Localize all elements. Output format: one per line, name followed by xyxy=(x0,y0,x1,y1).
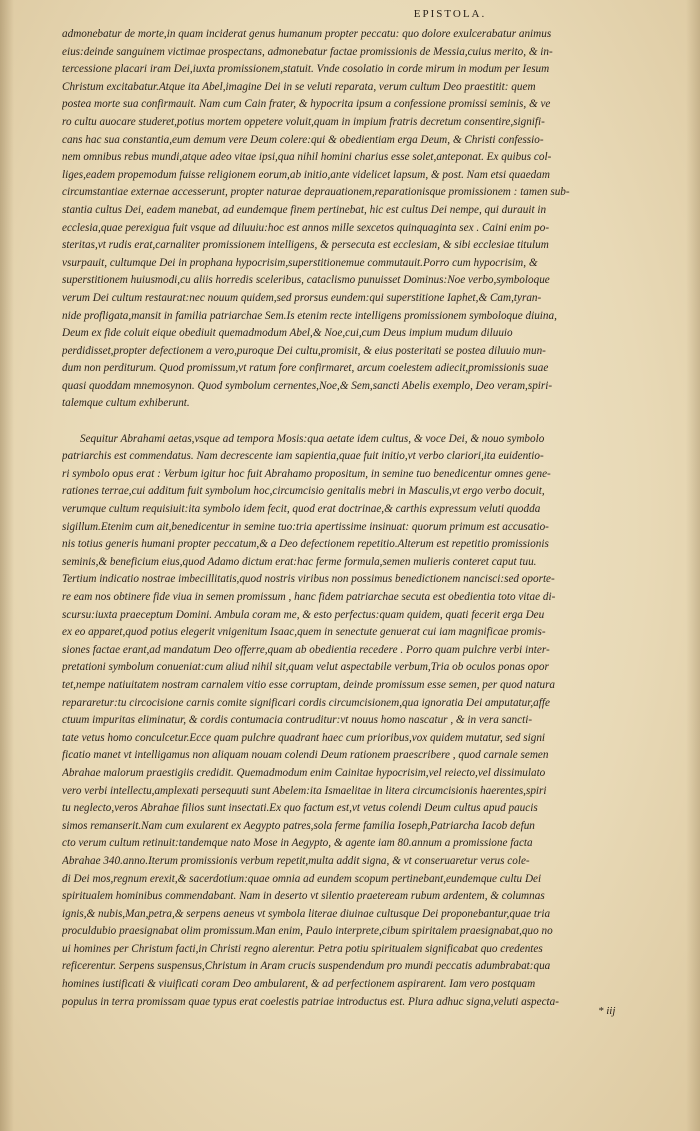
text-line: ri symbolo opus erat : Verbum igitur hoc fuit Abrahamo propositum, in semine tuo benedicentur omnes gene- xyxy=(62,467,551,480)
text-line: perdidisset,propter defectionem a vero,puroque Dei cultu,promisit, & eius posteritati se postea diluuio mun- xyxy=(62,344,546,357)
text-line: homines iustificati & viuificati coram Deo ambularent, & ad perfectionem aspirarent. Iam vero postquam xyxy=(62,978,536,991)
text-line: Sequitur Abrahami aetas,vsque ad tempora Mosis:qua aetate idem cultus, & voce Dei, & nouo symbolo xyxy=(80,432,545,445)
text-line: postea morte sua confirmauit. Nam cum Cain frater, & hypocrita ipsum a confessione promissi seminis, & ve xyxy=(62,98,551,111)
paragraph-1 xyxy=(62,26,642,413)
text-line: sigillum.Etenim cum ait,benedicentur in semine tuo:tria apertissime insinuat: quorum primum est accusatio- xyxy=(62,520,549,533)
text-line: tercessione placari iram Dei,iuxta promissionem,statuit. Vnde cosolatio in corde mirum in modum per Iesum xyxy=(62,63,550,76)
text-line: ignis,& nubis,Man,petra,& serpens aeneus vt symbola literae diuinae cultusque Dei proponebantur,quae tria xyxy=(62,907,551,920)
paragraph-2 xyxy=(62,431,642,1012)
text-line: stantia cultus Dei, eadem manebat, ad eundemque finem pertinebat, hic est cultus Dei nempe, qui durauit in xyxy=(62,203,547,216)
text-line: ecclesia,quae perexigua fuit vsque ad diluuiu:hoc est annos mille sexcetos quinquaginta sex . Caini enim po- xyxy=(62,221,550,234)
text-line: re eam nos obtinere fide viua in semen promissum , hanc fidem patriarchae secuta est obedientia toto vitae di- xyxy=(62,591,556,603)
text-line: di Dei mos,regnum erexit,& sacerdotium:quae omnia ad eundem scopum pertinebant,eundemque cultu Dei xyxy=(62,872,542,885)
text-line: vero verbi intellectu,amplexati persequuti sunt Abelem:ita Ismaelitae in litera circumcisionis haerentes,spiri xyxy=(62,784,547,797)
text-line: talemque cultum exhiberunt. xyxy=(62,397,190,410)
page-right-edge-shadow xyxy=(686,0,700,1131)
text-line: Tertium indicatio nostrae imbecillitatis,quod nostris viribus non possimus benedictionem nancisci:sed oporte- xyxy=(62,573,555,586)
text-line: patriarchis est commendatus. Nam decrescente iam sapientia,quae fuit initio,vt verbo clariori,ita euidentio- xyxy=(62,450,544,463)
page-left-edge-shadow xyxy=(0,0,14,1131)
text-line: simos remanserit.Nam cum exularent ex Aegypto patres,sola ferme familia Ioseph,Patriarcha Iacob defun xyxy=(62,819,535,832)
text-line: reficerentur. Serpens suspensus,Christum in Aram crucis suspendendum pro mundi peccatis adumbrabat:qua xyxy=(62,960,551,973)
text-line: dum non perditurum. Quod promissum,vt ratum fore confirmaret, arcum coelestem adiecit,promissionis suae xyxy=(62,362,549,375)
text-line: pretationi symbolum conueniat:cum aliud nihil sit,quam velut aspectabile verbum,Tria ob oculos ponas opor xyxy=(62,661,549,674)
text-line: populus in terra promissam quae typus erat coelestis patriae introductus est. Plura adhuc signa,veluti aspecta- xyxy=(62,995,559,1008)
text-line: ui homines per Christum facti,in Christi regno alerentur. Petra potiu spiritualem significabat quo credentes xyxy=(62,942,543,955)
text-line: tate vetus homo conculcetur.Ecce quam pulchre quadrant haec cum prioribus,vox quidem mutatur, sed signi xyxy=(62,731,546,744)
text-line: cto verum cultum retinuit:tandemque nato Mose in Aegypto, & agente iam 80.annum a promissione facta xyxy=(62,837,533,850)
text-line: nem omnibus rebus mundi,atque adeo vitae ipsi,qua nihil homini charius esse solet,anteponat. Ex quibus col- xyxy=(62,151,552,164)
text-line: quasi quoddam mnemosynon. Quod symbolum cernentes,Noe,& Sem,sancti Abelis exemplo, Deo veram,spiri- xyxy=(62,379,553,392)
text-line: steritas,vt rudis erat,carnaliter promissionem intelligens, & persecuta est ecclesiam, & sibi ecclesiae titulum xyxy=(62,239,549,252)
text-line: ex eo apparet,quod potius elegerit vnigenitum Isaac,quem in senectute genuerat cui iam magnificae promis- xyxy=(62,626,546,639)
main-text-block xyxy=(62,26,642,1011)
text-line: repararetur:tu circocisione carnis comite significari cordis circumcisionem,qua ignoratia Dei amputatur,affe xyxy=(62,696,550,709)
text-line: circumstantiae externae accesserunt, propter naturae deprauationem,reparationisque promissionem : tamen sub- xyxy=(62,186,570,199)
text-line: nis totius generis humani propter peccatum,& a Deo defectionem repetitio.Alterum est repetitio promissionis xyxy=(62,538,549,551)
text-line: ctuum impuritas eliminatur, & cordis contumacia contruditur:vt nouus homo nascatur , & in vera sancti- xyxy=(62,714,533,727)
text-line: tet,nempe natiuitatem nostram carnalem vitio esse corruptam, deinde promissum esse semen, per quod natura xyxy=(62,678,556,691)
text-line: tu neglecto,veros Abrahae filios sunt insectati.Ex quo factum est,vt vetus colendi Deum cultus apud paucis xyxy=(62,802,538,815)
text-line: nide profligata,mansit in familia patriarchae Sem.Is etenim recte intelligens promissionem symboloque diuina, xyxy=(62,309,557,322)
text-line: Deum ex fide coluit eique obediuit quemadmodum Abel,& Noe,cui,cum Deus impium mudum diluuio xyxy=(62,327,513,340)
text-line: proculdubio praesignabat olim promissum.Man enim, Paulo interprete,cibum spiritalem praesignabat,quo no xyxy=(62,925,553,938)
paragraph-gap xyxy=(62,413,642,431)
text-line: Abrahae 340.anno.Iterum promissionis verbum repetit,multa addit signa, & vt conseruaretur verus cole- xyxy=(62,854,530,867)
text-line: eius:deinde sanguinem victimae prospectans, admonebatur factae promissionis de Messia,cuius merito, & in- xyxy=(62,45,553,58)
running-head: EPISTOLA. xyxy=(413,8,487,20)
text-line: verumque cultum requisiuit:ita symbolo idem fecit, quod erat doctrinae,& carthis expressum veluti quodda xyxy=(62,503,541,516)
text-line: superstitionem huiusmodi,cu aliis horredis sceleribus, cataclismo punuisset Dominus:Noe verbo,symboloque xyxy=(62,274,550,287)
catchword-signature: * iij xyxy=(598,1005,616,1017)
text-line: admonebatur de morte,in quam inciderat genus humanum propter peccatu: quo dolore exulcerabatur animus xyxy=(62,28,552,40)
text-line: seminis,& beneficium eius,quod Adamo dictum erat:hac ferme formula,semen mulieris conteret caput tuu. xyxy=(62,555,537,568)
text-line: verum Dei cultum restaurat:nec nouum quidem,sed prorsus eundem:qui superstitione Iaphet,& Cam,tyran- xyxy=(62,291,542,304)
text-line: liges,eadem propemodum fuisse religionem eorum,ab initio,ante videlicet lapsum, & post. Nam etsi quaedam xyxy=(62,168,550,181)
text-line: ro cultu auocare studeret,potius mortem oppetere voluit,quam in impium fratris decretum consentire,signifi- xyxy=(62,115,545,128)
text-line: siones factae erant,ad mandatum Deo offerre,quam ab obedientia recedere . Porro quam pulchre verbi inter- xyxy=(62,643,550,656)
text-line: vsurpauit, cultumque Dei in prophana hypocrisim,superstitionemue commutauit.Porro cum hypocrisim, & xyxy=(62,256,538,269)
text-line: spiritualem hominibus commendabant. Nam in deserto vt silentio praeteream rubum ardentem, & columnas xyxy=(62,890,545,903)
text-line: scursu:iuxta praeceptum Domini. Ambula coram me, & esto perfectus:quam quidem, quati fecerit erga Deu xyxy=(62,608,545,621)
text-line: rationes terrae,cui additum fuit symbolum hoc,circumcisio genitalis mebri in Masculis,vt ergo verbo docuit, xyxy=(62,485,545,498)
text-line: cans hac sua constantia,eum demum vere Deum colere:qui & obedientiam erga Deum, & Christi confessio- xyxy=(62,133,544,146)
text-line: ficatio manet vt intelligamus non aliquam nouam colendi Deum rationem praescribere , quod carnale semen xyxy=(62,749,549,762)
text-line: Christum excitabatur.Atque ita Abel,imagine Dei in se veluti reparata, verum cultum Deo praestitit: quem xyxy=(62,80,536,93)
text-line: Abrahae malorum praestigiis credidit. Quemadmodum enim Cainitae hypocrisim,vel reiecto,vel dissimulato xyxy=(62,766,546,779)
